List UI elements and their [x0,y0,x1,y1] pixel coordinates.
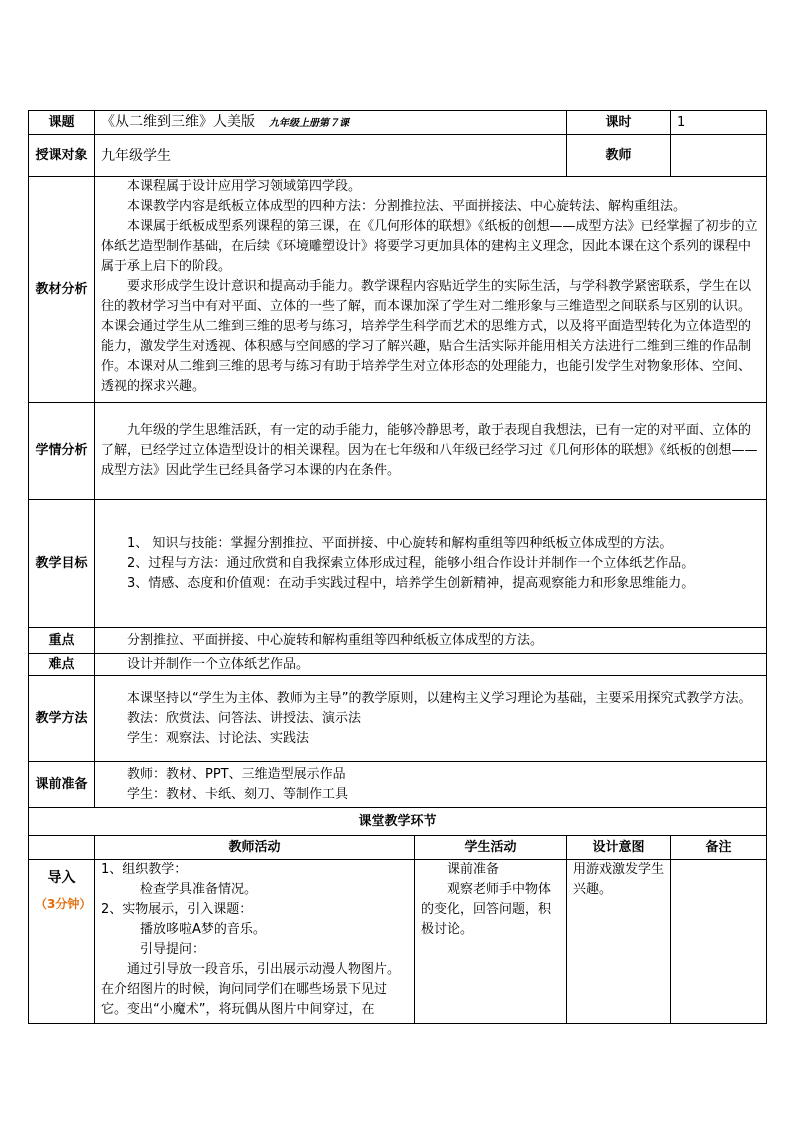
prep-line: 学生：教材、卡纸、刻刀、等制作工具 [127,786,349,802]
analysis-paragraph: 本课属于纸板成型系列课程的第三课，在《几何形体的联想》《纸板的创想——成型方法》已经掌握了初步的立体纸艺造型制作基础，在后续《环境雕塑设计》将要学习更加具体的建构主义理念，因此本课在这个系列的课程中属于承上启下的阶段。 [101,219,758,274]
teacher-line: 引导提问： [140,942,206,957]
method-line: 学生：观察法、讨论法、实践法 [127,730,310,746]
analysis-label: 教材分析 [29,177,95,403]
student-line: 课前准备 [447,862,500,877]
prep-line: 教师：教材、PPT、三维造型展示作品 [127,766,346,782]
process-col-student: 学生活动 [415,836,567,860]
topic-value: 《从二维到三维》人美版 [101,113,255,130]
method-line: 教法：欣赏法、问答法、讲授法、演示法 [127,710,362,726]
audience-label: 授课对象 [29,135,95,177]
stage-cell [29,860,95,1024]
analysis-paragraph: 本课教学内容是纸板立体成型的四种方法：分割推拉法、平面拼接法、中心旋转法、解构重组法。 [127,199,687,214]
lesson-plan-table [28,110,767,1024]
analysis-paragraph: 本课程属于设计应用学习领域第四学段。 [127,179,362,194]
process-col-intent: 设计意图 [567,836,671,860]
teacher-line: 1、组织教学： [101,862,188,877]
stage-name: 导入 [47,870,76,886]
analysis-paragraph: 要求形成学生设计意识和提高动手能力。教学课程内容贴近学生的实际生活，与学科教学紧密联系，学生在以往的教材学习当中有对平面、立体的一些了解，而本课加深了学生对二维形象与三维造型之间联系与区别的认识。本课会通过学生从二维到三维的思考与练习，培养学生科学而艺术的思维方式，以及将平面造型转化为立体造型的能力，激发学生对透视、体积感与空间感的学习了解兴趣，贴合生活实际并能用相关方法进行二维到三维的作品制作。本课对从二维到三维的思考与练习有助于培养学生对立体形态的处理能力，也能引发学生对物象形体、空间、透视的探求兴趣。 [101,279,752,394]
goal-item: 2、过程与方法：通过欣赏和自我探索立体形成过程，能够小组合作设计并制作一个立体纸艺作品。 [127,555,695,571]
student-activity [415,860,567,1024]
remark-cell [671,860,767,1024]
topic-label: 课题 [29,111,95,135]
goal-item: 3、情感、态度和价值观：在动手实践过程中，培养学生创新精神，提高观察能力和形象思维能力。 [127,575,695,591]
topic-note: 九年级上册第７课 [269,117,349,129]
key-point-value: 分割推拉、平面拼接、中心旋转和解构重组等四种纸板立体成型的方法。 [127,632,544,648]
prep-label: 课前准备 [29,762,95,808]
design-intent [567,860,671,1024]
process-stage-header [29,836,95,860]
teacher-line: 检查学具准备情况。 [140,882,258,897]
goals-label: 教学目标 [29,500,95,628]
stage-time: （3分钟） [35,897,92,911]
students-label: 学情分析 [29,403,95,500]
teacher-label: 教师 [567,135,671,177]
teacher-line: 播放哆啦A梦的音乐。 [140,922,266,937]
topic-cell [95,111,567,135]
analysis-content [95,177,767,403]
teacher-line: 通过引导放一段音乐，引出展示动漫人物图片。在介绍图片的时候，询问同学们在哪些场景下见过它。变出“小魔术”，将玩偶从图片中间穿过，在 [101,962,401,1017]
goal-item: 1、 知识与技能：掌握分割推拉、平面拼接、中心旋转和解构重组等四种纸板立体成型的方法。 [127,535,673,551]
period-value: 1 [671,111,767,135]
process-title: 课堂教学环节 [29,808,767,836]
students-content [95,403,767,500]
difficulty-text [95,654,767,676]
teacher-activity [95,860,415,1024]
teacher-value [671,135,767,177]
difficulty-value: 设计并制作一个立体纸艺作品。 [127,656,310,672]
process-col-teacher: 教师活动 [95,836,415,860]
student-line: 观察老师手中物体的变化，回答问题，积极讨论。 [421,882,552,937]
period-label: 课时 [567,111,671,135]
method-label: 教学方法 [29,676,95,762]
goals-content [95,500,767,628]
key-point-label: 重点 [29,628,95,654]
audience-value: 九年级学生 [95,135,567,177]
prep-content [95,762,767,808]
method-content [95,676,767,762]
difficulty-label: 难点 [29,654,95,676]
students-text: 九年级的学生思维活跃，有一定的动手能力，能够冷静思考，敢于表现自我想法，已有一定的对平面、立体的了解，已经学过立体造型设计的相关课程。因为在七年级和八年级已经学习过《几何形体的联想》《纸板的创想——成型方法》因此学生已经具备学习本课的内在条件。 [101,423,758,478]
teacher-line: 2、实物展示，引入课题： [101,902,253,917]
process-col-remark: 备注 [671,836,767,860]
method-line: 本课坚持以“学生为主体、教师为主导”的教学原则，以建构主义学习理论为基础，主要采用探究式教学方法。 [127,690,752,706]
intent-text: 用游戏激发学生兴趣。 [573,862,665,897]
key-point-text [95,628,767,654]
